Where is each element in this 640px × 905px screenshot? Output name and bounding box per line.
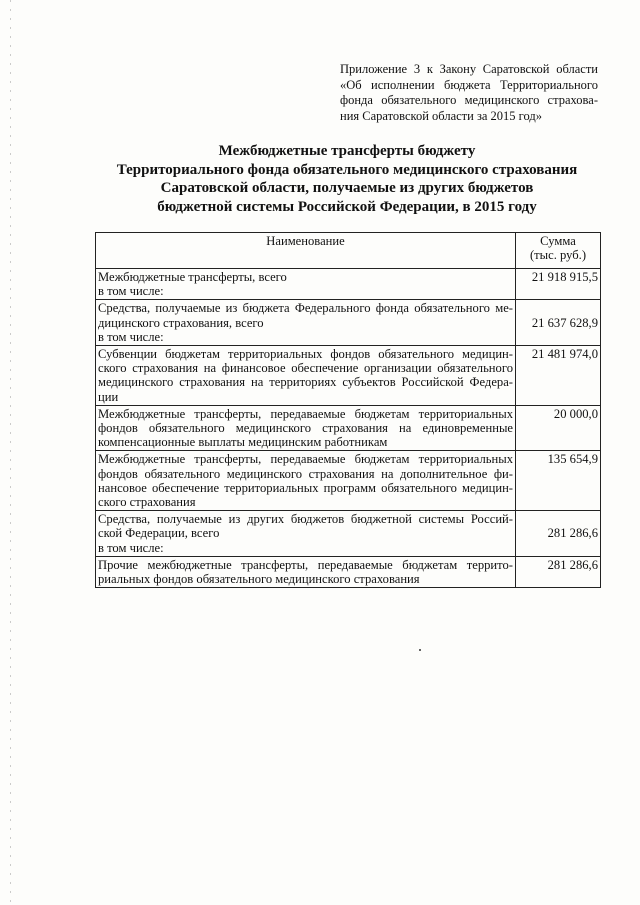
row-sum: 135 654,9	[516, 451, 601, 511]
table-row	[96, 300, 601, 346]
row-name-line: компенсационные выплаты медицинским работникам	[98, 435, 388, 450]
column-header-sum	[516, 233, 601, 269]
row-sum: 281 286,6	[516, 511, 601, 557]
table-row	[96, 451, 601, 511]
row-name-line: риальных фондов обязательного медицинского страхования	[98, 572, 420, 587]
row-name	[96, 346, 516, 406]
row-sum: 21 481 974,0	[516, 346, 601, 406]
row-name-line: Прочие межбюджетные трансферты, передаваемые бюджетам террито-	[98, 557, 513, 572]
row-name-line: Межбюджетные трансферты, передаваемые бюджетам территориальных	[98, 452, 513, 467]
row-name-line: в том числе:	[98, 329, 164, 344]
annex-line: «Об исполнении бюджета Территориального	[340, 77, 598, 92]
row-name-line: ского страхования	[98, 495, 196, 510]
row-name	[96, 269, 516, 300]
table-header-row	[96, 233, 601, 269]
column-header-sum-title: Сумма	[540, 234, 576, 248]
row-sum: 21 637 628,9	[516, 300, 601, 346]
column-header-sum-unit: (тыс. руб.)	[529, 248, 587, 262]
row-name-line: Средства, получаемые из бюджета Федерального фонда обязательного ме-	[98, 301, 513, 316]
row-name	[96, 405, 516, 451]
column-header-name: Наименование	[96, 233, 516, 269]
row-name-line: ской Федерации, всего	[98, 526, 220, 541]
scan-speck	[419, 649, 421, 651]
row-name-line: Субвенции бюджетам территориальных фондов обязательного медицин-	[98, 347, 513, 362]
row-name	[96, 451, 516, 511]
annex-line: Приложение 3 к Закону Саратовской области	[340, 62, 598, 76]
row-name-line: ции	[98, 389, 119, 404]
table-row	[96, 405, 601, 451]
title-line: бюджетной системы Российской Федерации, в 2015 году	[157, 198, 537, 215]
row-sum: 20 000,0	[516, 405, 601, 451]
row-name	[96, 511, 516, 557]
annex-line: фонда обязательного медицинского страхова-	[340, 93, 598, 108]
row-name-line: фондов обязательного медицинского страхования на дополнительное фи-	[98, 466, 513, 481]
table-row	[96, 269, 601, 300]
annex-line: ния Саратовской области за 2015 год»	[340, 108, 543, 123]
row-name-line: Средства, получаемые из других бюджетов бюджетной системы Россий-	[98, 512, 513, 527]
row-name-line: дицинского страхования, всего	[98, 315, 264, 330]
row-name	[96, 300, 516, 346]
row-name-line: фондов обязательного медицинского страхования на единовременные	[98, 421, 513, 436]
row-name-line: в том числе:	[98, 284, 164, 299]
table-row	[96, 556, 601, 587]
transfers-table	[95, 232, 601, 588]
row-name-line: медицинского страхования на территориях субъектов Российской Федера-	[98, 375, 513, 390]
row-name-line: Межбюджетные трансферты, всего	[98, 270, 287, 284]
title-line: Территориального фонда обязательного медицинского страхования	[116, 161, 578, 178]
row-name	[96, 556, 516, 587]
document-title	[90, 142, 604, 216]
row-name-line: Межбюджетные трансферты, передаваемые бюджетам территориальных	[98, 406, 513, 421]
page-edge-shadow	[10, 0, 11, 905]
row-name-line: ского страхования на финансовое обеспечение организации обязательного	[98, 361, 513, 376]
row-name-line: в том числе:	[98, 540, 164, 555]
title-line: Межбюджетные трансферты бюджету	[218, 143, 476, 159]
annex-reference	[340, 62, 598, 124]
row-sum: 21 918 915,5	[516, 269, 601, 300]
table-row	[96, 346, 601, 406]
row-sum: 281 286,6	[516, 556, 601, 587]
table-row	[96, 511, 601, 557]
title-line: Саратовской области, получаемые из других бюджетов	[160, 180, 534, 196]
row-name-line: нансовое обеспечение территориальных программ обязательного медицин-	[98, 480, 513, 495]
